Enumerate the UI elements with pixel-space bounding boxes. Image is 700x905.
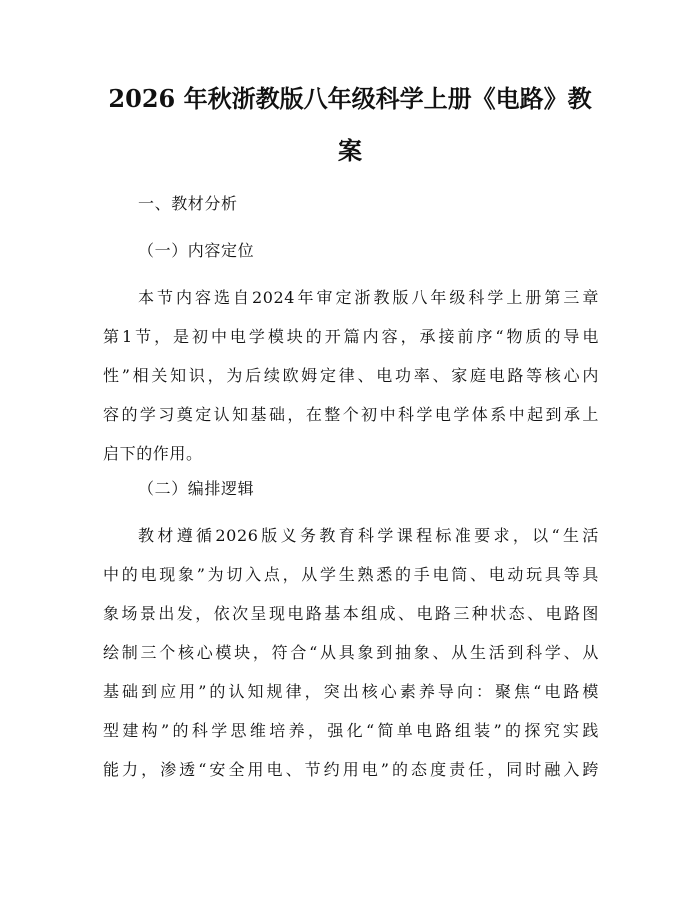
paragraph-line: 启下的作用。 <box>103 444 203 463</box>
paragraph-line: 第1节，是初中电学模块的开篇内容，承接前序“物质的导电 <box>103 327 599 346</box>
document-title-line-2: 案 <box>338 136 362 165</box>
document-title-line-1: 2026 年秋浙教版八年级科学上册《电路》教 <box>108 84 592 113</box>
paragraph-line: 基础到应用”的认知规律，突出核心素养导向：聚焦“电路模 <box>103 682 599 701</box>
paragraph-line: 型建构”的科学思维培养，强化“简单电路组装”的探究实践 <box>103 721 599 740</box>
paragraph-line: 中的电现象”为切入点，从学生熟悉的手电筒、电动玩具等具 <box>103 565 599 584</box>
paragraph-line: 教材遵循2026版义务教育科学课程标准要求，以“生活 <box>138 526 599 545</box>
paragraph-line: 绘制三个核心模块，符合“从具象到抽象、从生活到科学、从 <box>103 643 599 662</box>
subsection-heading-arrangement-logic: （二）编排逻辑 <box>138 479 255 498</box>
paragraph-line: 性”相关知识，为后续欧姆定律、电功率、家庭电路等核心内 <box>103 366 599 385</box>
paragraph-content-positioning <box>103 288 599 483</box>
paragraph-line: 象场景出发，依次呈现电路基本组成、电路三种状态、电路图 <box>103 604 599 623</box>
paragraph-line: 容的学习奠定认知基础，在整个初中科学电学体系中起到承上 <box>103 405 599 424</box>
subsection-heading-content-positioning: （一）内容定位 <box>138 241 255 260</box>
paragraph-line: 能力，渗透“安全用电、节约用电”的态度责任，同时融入跨 <box>103 760 599 779</box>
paragraph-line: 本节内容选自2024年审定浙教版八年级科学上册第三章 <box>138 288 599 307</box>
paragraph-arrangement-logic <box>103 526 599 799</box>
section-heading-textbook-analysis: 一、教材分析 <box>138 194 238 213</box>
